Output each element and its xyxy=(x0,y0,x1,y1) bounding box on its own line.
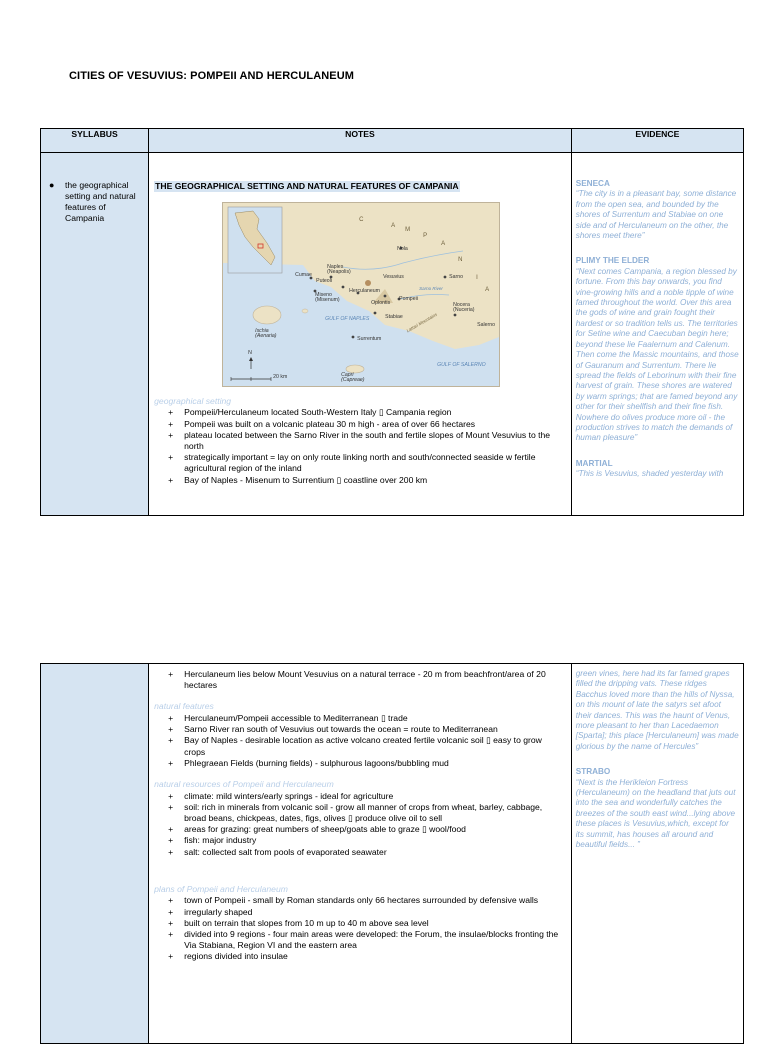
evidence-quote: “Next is the Herikleion Fortress (Herculaneum) on the headland that juts out into the sea and wonderfully catches the breezes of the south east wind...lying above these places is Vesuvius,which, except for its summit, has houses all around and beautiful fields... ” xyxy=(575,777,736,850)
geographical-setting-list xyxy=(154,407,565,485)
map-label-pompeii: Pompeii xyxy=(399,295,418,302)
evidence-author: STRABO xyxy=(575,767,611,777)
table-row xyxy=(41,664,744,1044)
map-label-naples: Naples (Neapolis) xyxy=(327,263,351,276)
list-item: + divided into 9 regions - four main areas were developed: the Forum, the insulae/blocks fronting the Via Stabiana, Region VI and the eastern area xyxy=(154,929,565,951)
list-item: + Phlegraean Fields (burning fields) - sulphurous lagoons/bubbling mud xyxy=(154,758,565,769)
list-item: + Pompeii/Herculaneum located South-Western Italy ▯ Campania region xyxy=(154,407,565,418)
map-label-nocera: Nocera (Nuceria) xyxy=(453,301,475,314)
evidence-cell xyxy=(571,664,743,1044)
evidence-quote: “The city is in a pleasant bay, some distance from the open sea, and bounded by the shores of Surrentum and Stabiae on one side and of Herculaneum on the other, the shores meet there” xyxy=(575,189,737,241)
syllabus-header: SYLLABUS xyxy=(41,129,149,153)
subheading-geographical-setting: geographical setting xyxy=(154,395,232,406)
subheading-natural-features: natural features xyxy=(154,701,214,712)
evidence-quote: green vines, here had its far famed grapes filled the dripping vats. These ridges Bacchus loved more than the hills of Nyssa, on this mount of late the satyrs set afoot their dances. This was the haunt of Venus, more pleasant to her than Lacedaemon [Sparta]; this place [Herculaneum] was made glorious by the name of Hercules” xyxy=(575,669,739,751)
list-item: + town of Pompeii - small by Roman standards only 66 hectares surrounded by defensive walls xyxy=(154,895,565,906)
subheading-natural-resources: natural resources of Pompeii and Herculaneum xyxy=(154,778,334,789)
map-label-stabiae: Stabiae xyxy=(385,313,403,320)
map-label-nola: Nola xyxy=(397,245,408,252)
evidence-author: SENECA xyxy=(575,179,610,188)
map-label-vesuvius: Vesuvius xyxy=(383,273,404,280)
notes-header: NOTES xyxy=(149,129,572,153)
table-row xyxy=(41,153,744,516)
map-region-letter: I xyxy=(476,274,478,281)
intro-list xyxy=(154,669,565,691)
list-item: + fish: major industry xyxy=(154,835,565,846)
map-label-salerno: Salerno xyxy=(477,321,496,328)
subheading-plans: plans of Pompeii and Herculaneum xyxy=(154,883,288,894)
map-region-letter: M xyxy=(405,226,411,233)
list-item: + soil: rich in minerals from volcanic soil - grow all manner of crops from wheat, barley, cabbage, broad beans, chickpeas, dates, figs, olives ▯ produce olive oil to sell xyxy=(154,802,565,824)
list-item: + salt: collected salt from pools of evaporated seawater xyxy=(154,847,565,858)
evidence-header: EVIDENCE xyxy=(571,129,743,153)
evidence-quote: “Next comes Campania, a region blessed by fortune. From this bay onwards, you find vine-growing hills and a noble tipple of wine famed throughout the world. Over this area the gods of wine and grain fought their hardest or so tradition tells us. The territories for Setine wine and Caecuban begin here; beyond these lie Faalernum and Calenum. Then come the Massic mountains, and those of Gauranum and Surrentum. There lie spread the fields of Leborinum with their fine harvest of grain. These shores are watered by warm springs; that are famed beyond any other for their shellfish and their fine fish. Nowhere do olives produce more oil - the production strives to match the demands of human pleasure” xyxy=(575,266,739,443)
map-label-sarno-river: Sarno River xyxy=(419,285,443,291)
notes-table-page-1 xyxy=(40,128,744,516)
list-item: + Sarno River ran south of Vesuvius out towards the ocean = route to Mediterranean xyxy=(154,724,565,735)
map-region-letter: A xyxy=(391,222,396,229)
map-label-ischia: Ischia (Aenaria) xyxy=(255,327,277,340)
section-heading: THE GEOGRAPHICAL SETTING AND NATURAL FEATURES OF CAMPANIA xyxy=(155,181,459,191)
map-label-sarno: Sarno xyxy=(449,273,463,280)
map-label-gulf-of-naples: GULF OF NAPLES xyxy=(325,315,370,322)
evidence-author: PLIMY THE ELDER xyxy=(575,256,650,266)
map-label-oplontis: Oplontis xyxy=(371,299,391,306)
evidence-author: MARTIAL xyxy=(575,458,613,468)
evidence-cell xyxy=(571,153,743,516)
map-label-herculaneum: Herculaneum xyxy=(349,287,380,294)
map-region-letter: C xyxy=(359,216,364,223)
list-item: + Herculaneum lies below Mount Vesuvius on a natural terrace - 20 m from beachfront/area of 20 hectares xyxy=(154,669,565,691)
map-label-gulf-of-salerno: GULF OF SALERNO xyxy=(437,361,486,368)
list-item: + Bay of Naples - desirable location as active volcano created fertile volcanic soil ▯ easy to grow crops xyxy=(154,735,565,757)
natural-features-list xyxy=(154,713,565,769)
plans-list xyxy=(154,895,565,962)
map-region-letter: A xyxy=(485,286,490,293)
list-item: + regions divided into insulae xyxy=(154,951,565,962)
map-region-letter: N xyxy=(458,256,463,263)
list-item: + areas for grazing: great numbers of sheep/goats able to graze ▯ wool/food xyxy=(154,824,565,835)
syllabus-item: the geographical setting and natural features of Campania xyxy=(65,180,136,223)
natural-resources-list xyxy=(154,791,565,858)
map-scale-label: 20 km xyxy=(273,373,288,380)
list-item: + Herculaneum/Pompeii accessible to Mediterranean ▯ trade xyxy=(154,713,565,724)
map-label-capri: Capri (Capreae) xyxy=(341,371,365,384)
compass-north-label: N xyxy=(248,349,252,356)
evidence-quote: “This is Vesuvius, shaded yesterday with xyxy=(575,469,724,479)
list-item: + Bay of Naples - Misenum to Surrentium ▯ coastline over 200 km xyxy=(154,475,565,486)
map-label-lattari-mountains: Lattari Mountains xyxy=(405,311,439,334)
list-item: + built on terrain that slopes from 10 m up to 40 m above sea level xyxy=(154,918,565,929)
map-region-letter: P xyxy=(423,232,428,239)
syllabus-cell xyxy=(41,664,149,1044)
list-item: + Pompeii was built on a volcanic plateau 30 m high - area of over 66 hectares xyxy=(154,419,565,430)
map-label-miseno: Miseno (Misenum) xyxy=(315,291,340,304)
syllabus-cell xyxy=(41,153,149,516)
map-region-letter: A xyxy=(441,240,446,247)
notes-cell xyxy=(149,153,572,516)
notes-cell xyxy=(149,664,572,1044)
map-label-puteoli: Puteoli xyxy=(316,277,333,284)
document-title: CITIES OF VESUVIUS: POMPEII AND HERCULANEUM xyxy=(69,70,355,82)
table-header-row xyxy=(41,129,744,153)
map-label-cumae: Cumae xyxy=(295,271,312,278)
notes-table-page-2 xyxy=(40,663,744,1044)
list-item: + plateau located between the Sarno River in the south and fertile slopes of Mount Vesuvius to the north xyxy=(154,430,565,452)
campania-map xyxy=(222,202,500,387)
list-item: + climate: mild winters/early springs - ideal for agriculture xyxy=(154,791,565,802)
list-item: + irregularly shaped xyxy=(154,907,565,918)
bullet-icon: ● xyxy=(49,180,55,190)
list-item: + strategically important = lay on only route linking north and south/connected seaside w fertile agricultural region of the inland xyxy=(154,452,565,474)
map-label-surrentum: Surrentum xyxy=(357,335,382,342)
